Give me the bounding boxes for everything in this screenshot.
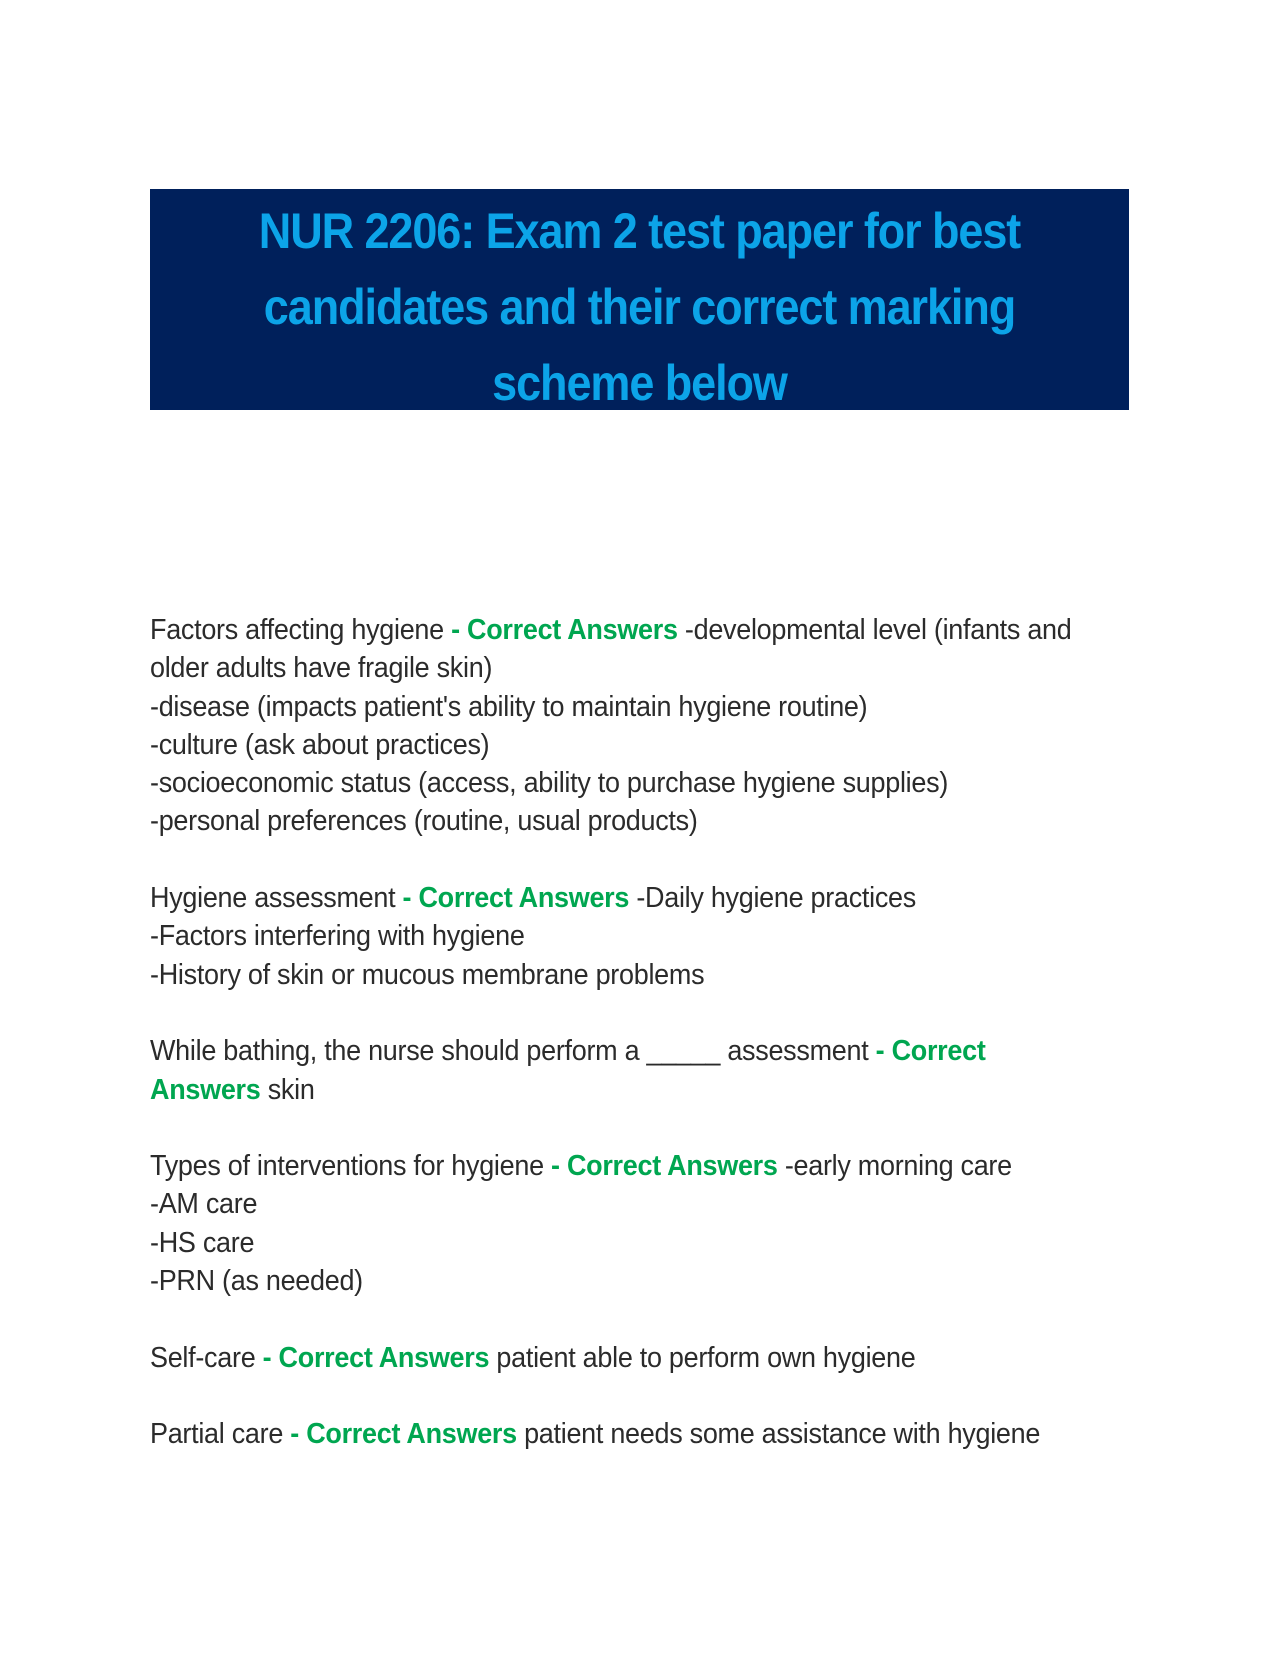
entry-first-line — [150, 1415, 1127, 1453]
entry-term: Types of interventions for hygiene — [150, 1150, 544, 1183]
correct-answers-marker: - Correct Answers — [451, 614, 678, 646]
answer-line: -AM care — [150, 1188, 258, 1221]
answer-line: -History of skin or mucous membrane problems — [150, 958, 705, 991]
entry-answer: skin — [267, 1073, 315, 1106]
flashcard-entry — [150, 1415, 1127, 1453]
entry-second-line — [150, 1071, 1127, 1109]
flashcard-entry — [150, 1032, 1127, 1109]
entry-term: Self-care — [150, 1341, 256, 1374]
entry-answer: -early morning care — [784, 1150, 1012, 1183]
entry-first-line — [150, 1147, 1127, 1185]
correct-answers-marker: - Correct Answers — [290, 1418, 517, 1451]
title-banner — [150, 189, 1129, 410]
flashcard-list — [150, 611, 1130, 1492]
answer-line: -personal preferences (routine, usual products) — [150, 805, 698, 838]
correct-answers-marker: - Correct Answers — [262, 1341, 490, 1374]
flashcard-entry — [150, 1147, 1127, 1300]
entry-term: While bathing, the nurse should perform a _____ assessment — [150, 1035, 869, 1068]
correct-answers-marker: - Correct — [875, 1035, 986, 1068]
entry-answer: -Daily hygiene practices — [636, 882, 916, 915]
entry-answer: patient needs some assistance with hygiene — [524, 1418, 1041, 1451]
answer-line: -Factors interfering with hygiene — [150, 920, 525, 953]
answer-line: -HS care — [150, 1226, 255, 1259]
document-title: NUR 2206: Exam 2 test paper for best candidates and their correct marking scheme below — [258, 203, 1021, 411]
entry-first-line — [150, 1339, 1127, 1377]
answer-line: -culture (ask about practices) — [150, 728, 490, 761]
entry-first-line — [150, 1032, 1127, 1070]
entry-first-line — [150, 611, 1127, 649]
entry-first-line — [150, 879, 1127, 917]
entry-answer: -developmental level (infants and — [684, 614, 1072, 646]
answer-line: -disease (impacts patient's ability to maintain hygiene routine) — [150, 690, 868, 723]
flashcard-entry — [150, 879, 1127, 994]
entry-term: Factors affecting hygiene — [150, 614, 444, 646]
entry-term: Hygiene assessment — [150, 882, 396, 915]
correct-answers-marker: Answers — [150, 1073, 261, 1106]
entry-term: Partial care — [150, 1418, 284, 1451]
correct-answers-marker: - Correct Answers — [402, 882, 630, 915]
answer-line: older adults have fragile skin) — [150, 652, 493, 685]
answer-line: -PRN (as needed) — [150, 1265, 363, 1298]
correct-answers-marker: - Correct Answers — [551, 1150, 778, 1183]
flashcard-entry — [150, 611, 1127, 841]
entry-answer: patient able to perform own hygiene — [496, 1341, 916, 1374]
answer-line: -socioeconomic status (access, ability to purchase hygiene supplies) — [150, 767, 949, 800]
flashcard-entry — [150, 1339, 1127, 1377]
